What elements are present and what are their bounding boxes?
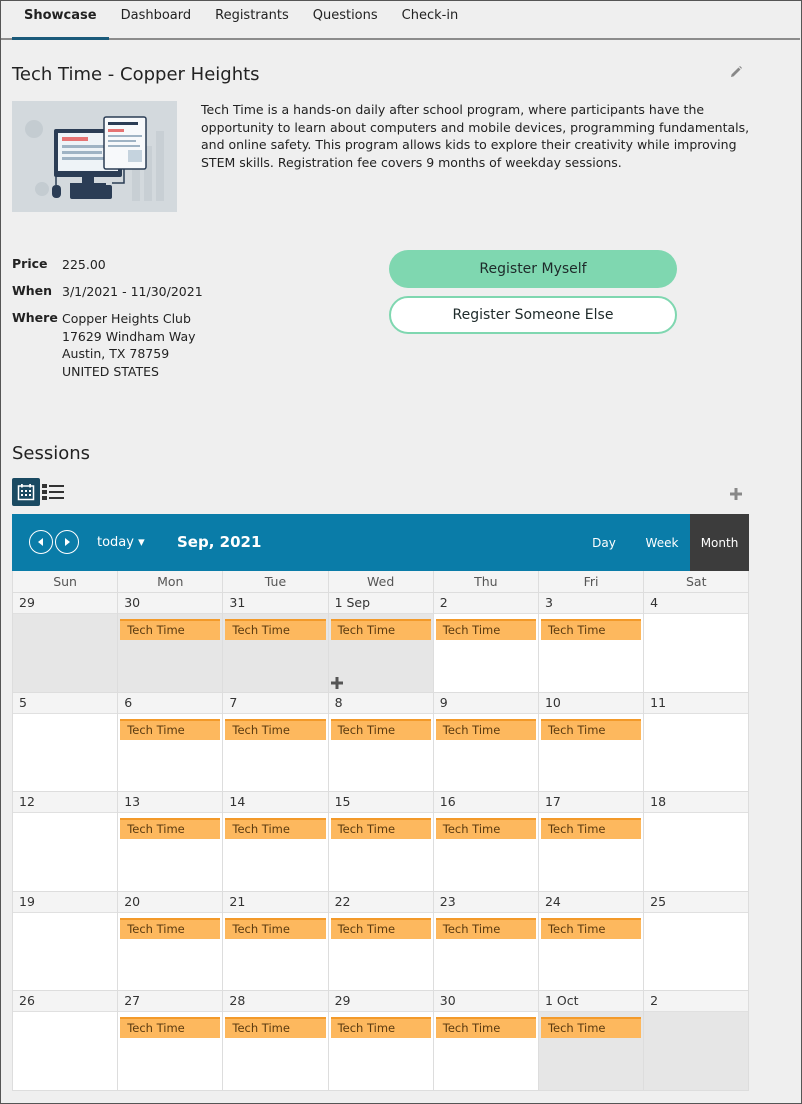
session-event[interactable]: Tech Time (436, 619, 536, 640)
day-number: 30 (434, 991, 538, 1012)
calendar-day-cell[interactable] (434, 792, 539, 892)
calendar-week-row (13, 792, 750, 892)
sessions-title: Sessions (12, 443, 91, 464)
weekday-header-row (13, 571, 750, 593)
calendar-day-cell[interactable] (329, 991, 434, 1091)
calendar-grid (12, 571, 749, 1091)
day-number: 9 (434, 693, 538, 714)
when-value: 3/1/2021 - 11/30/2021 (62, 284, 203, 299)
next-month-button[interactable] (55, 530, 79, 554)
day-number: 10 (539, 693, 643, 714)
day-number: 19 (13, 892, 117, 913)
session-event[interactable]: Tech Time (331, 719, 431, 740)
calendar-week-row (13, 593, 750, 693)
day-number: 17 (539, 792, 643, 813)
calendar-week-row (13, 892, 750, 992)
weekday-label: Thu (434, 571, 539, 593)
where-line: Austin, TX 78759 (62, 346, 170, 361)
session-event[interactable]: Tech Time (225, 1017, 325, 1038)
calendar-day-cell[interactable] (329, 792, 434, 892)
weekday-label: Sun (13, 571, 118, 593)
session-event[interactable]: Tech Time (541, 719, 641, 740)
session-event[interactable]: Tech Time (331, 1017, 431, 1038)
calendar-day-cell[interactable] (539, 593, 644, 693)
calendar-day-cell[interactable] (223, 792, 328, 892)
calendar-day-cell[interactable] (644, 792, 749, 892)
tab-showcase[interactable]: Showcase (12, 2, 109, 40)
weekday-label: Mon (118, 571, 223, 593)
program-image (12, 101, 177, 212)
calendar-view-button[interactable] (12, 478, 40, 506)
calendar-day-cell[interactable] (118, 991, 223, 1091)
where-line: Copper Heights Club (62, 311, 191, 326)
calendar-day-cell[interactable] (644, 593, 749, 693)
session-event[interactable]: Tech Time (120, 619, 220, 640)
prev-month-button[interactable] (29, 530, 53, 554)
day-number: 1 Sep (329, 593, 433, 614)
day-number: 31 (223, 593, 327, 614)
weekday-label: Fri (539, 571, 644, 593)
session-event[interactable]: Tech Time (331, 818, 431, 839)
calendar-day-cell[interactable] (13, 991, 118, 1091)
day-number: 26 (13, 991, 117, 1012)
day-number: 7 (223, 693, 327, 714)
session-event[interactable]: Tech Time (541, 1017, 641, 1038)
calendar-day-cell[interactable] (118, 892, 223, 992)
session-event[interactable]: Tech Time (436, 818, 536, 839)
today-button[interactable]: today ▾ (97, 535, 145, 550)
calendar-day-cell[interactable] (434, 892, 539, 992)
week-view-button[interactable]: Week (645, 535, 679, 550)
day-number: 3 (539, 593, 643, 614)
day-number: 20 (118, 892, 222, 913)
session-event[interactable]: Tech Time (225, 719, 325, 740)
day-number: 1 Oct (539, 991, 643, 1012)
calendar-day-cell[interactable] (434, 991, 539, 1091)
tab-check-in[interactable]: Check-in (401, 7, 459, 23)
session-event[interactable]: Tech Time (436, 918, 536, 939)
session-event[interactable]: Tech Time (225, 918, 325, 939)
tab-questions[interactable]: Questions (312, 7, 378, 23)
calendar-day-cell[interactable] (644, 693, 749, 793)
where-line: 17629 Windham Way (62, 328, 196, 344)
when-label: When (12, 283, 53, 298)
day-number: 22 (329, 892, 433, 913)
where-row (12, 310, 196, 380)
session-event[interactable]: Tech Time (120, 918, 220, 939)
day-number: 5 (13, 693, 117, 714)
calendar-day-cell[interactable] (13, 792, 118, 892)
calendar-day-cell[interactable] (223, 892, 328, 992)
day-number: 4 (644, 593, 748, 614)
register-myself-button[interactable]: Register Myself (389, 250, 677, 288)
day-number: 18 (644, 792, 748, 813)
day-number: 8 (329, 693, 433, 714)
calendar-day-cell[interactable] (539, 892, 644, 992)
calendar-header (12, 514, 749, 571)
day-number: 23 (434, 892, 538, 913)
session-event[interactable]: Tech Time (120, 1017, 220, 1038)
day-number: 29 (13, 593, 117, 614)
list-view-button[interactable] (42, 483, 64, 501)
month-view-button[interactable]: Month (690, 514, 749, 571)
session-event[interactable]: Tech Time (541, 818, 641, 839)
tab-bar (1, 1, 800, 40)
day-view-button[interactable]: Day (592, 535, 616, 550)
calendar-day-cell[interactable] (13, 593, 118, 693)
calendar-day-cell[interactable] (644, 892, 749, 992)
day-number: 25 (644, 892, 748, 913)
pencil-icon[interactable] (728, 64, 744, 80)
price-row (12, 256, 106, 274)
calendar-day-cell[interactable] (539, 792, 644, 892)
plus-icon[interactable] (729, 486, 743, 500)
weekday-label: Sat (644, 571, 749, 593)
calendar-week-row (13, 991, 750, 1091)
day-number: 28 (223, 991, 327, 1012)
session-event[interactable]: Tech Time (436, 1017, 536, 1038)
when-row (12, 283, 203, 301)
day-number: 27 (118, 991, 222, 1012)
day-number: 2 (644, 991, 748, 1012)
session-event[interactable]: Tech Time (225, 619, 325, 640)
where-value (62, 310, 196, 380)
session-event[interactable]: Tech Time (541, 918, 641, 939)
session-event[interactable]: Tech Time (541, 619, 641, 640)
program-description: Tech Time is a hands-on daily after school program, where participants have the opportunity to learn about computers and mobile devices, programming fundamentals, and online safety. This program allows kids to explore their creativity while improving STEM skills. Registration fee covers 9 months of weekday sessions. (201, 102, 750, 170)
day-number: 21 (223, 892, 327, 913)
calendar-day-cell[interactable] (329, 693, 434, 793)
month-label: Sep, 2021 (177, 533, 262, 551)
weekday-label: Tue (223, 571, 328, 593)
day-number: 14 (223, 792, 327, 813)
list-icon (42, 483, 64, 501)
day-number: 15 (329, 792, 433, 813)
chevron-right-icon (62, 537, 72, 547)
day-number: 16 (434, 792, 538, 813)
day-number: 13 (118, 792, 222, 813)
day-number: 30 (118, 593, 222, 614)
day-number: 12 (13, 792, 117, 813)
where-label: Where (12, 310, 58, 325)
session-event[interactable]: Tech Time (331, 619, 431, 640)
calendar-day-cell[interactable] (223, 693, 328, 793)
tab-registrants[interactable]: Registrants (215, 7, 289, 23)
calendar-day-cell[interactable] (13, 693, 118, 793)
day-number: 11 (644, 693, 748, 714)
plus-icon[interactable] (331, 674, 343, 686)
day-number: 6 (118, 693, 222, 714)
calendar-day-cell[interactable] (434, 693, 539, 793)
calendar-day-cell[interactable] (223, 991, 328, 1091)
calendar-day-cell[interactable] (539, 991, 644, 1091)
day-number: 29 (329, 991, 433, 1012)
session-event[interactable]: Tech Time (225, 818, 325, 839)
calendar-week-row (13, 693, 750, 793)
calendar-day-cell[interactable] (329, 892, 434, 992)
register-someone-else-button[interactable]: Register Someone Else (389, 296, 677, 334)
calendar-day-cell[interactable] (329, 593, 434, 693)
session-event[interactable]: Tech Time (436, 719, 536, 740)
calendar-day-cell[interactable] (118, 792, 223, 892)
tab-dashboard[interactable]: Dashboard (120, 7, 192, 23)
session-event[interactable]: Tech Time (120, 719, 220, 740)
calendar-day-cell[interactable] (13, 892, 118, 992)
page-title: Tech Time - Copper Heights (12, 64, 260, 85)
calendar-day-cell[interactable] (118, 693, 223, 793)
where-line: UNITED STATES (62, 363, 159, 379)
calendar-day-cell[interactable] (539, 693, 644, 793)
weekday-label: Wed (329, 571, 434, 593)
calendar-day-cell[interactable] (118, 593, 223, 693)
calendar-day-cell[interactable] (223, 593, 328, 693)
calendar-day-cell[interactable] (644, 991, 749, 1091)
chevron-left-icon (36, 537, 46, 547)
session-event[interactable]: Tech Time (331, 918, 431, 939)
calendar-icon (17, 483, 35, 501)
session-event[interactable]: Tech Time (120, 818, 220, 839)
day-number: 2 (434, 593, 538, 614)
day-number: 24 (539, 892, 643, 913)
price-value: 225.00 (62, 257, 106, 272)
price-label: Price (12, 256, 48, 271)
calendar-day-cell[interactable] (434, 593, 539, 693)
